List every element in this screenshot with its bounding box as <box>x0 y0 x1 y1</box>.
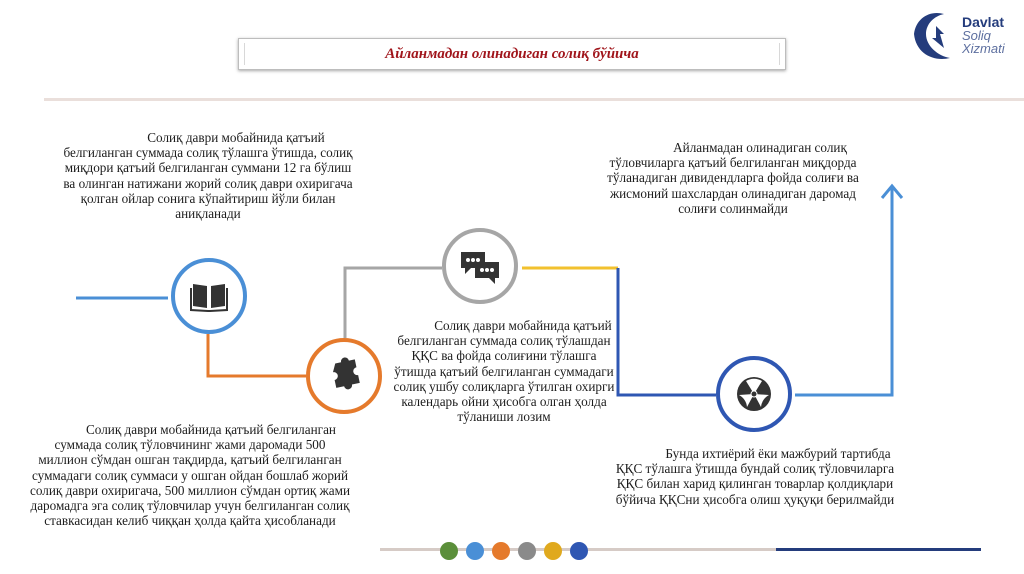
footer-dot <box>440 542 458 560</box>
radiation-icon <box>736 376 772 412</box>
footer-dot <box>466 542 484 560</box>
text-bottom-left: Солиқ даври мобайнида қатъий белгиланган суммада солиқ тўловчининг жами даромади 500 миллион сўмдан ошган тақдирда, қатъий белгиланган суммадаги солиқ суммаси у ошган ойдан бошлаб жорий солиқ даври охиригача, 500 миллион сўмдан ортиқ жами даромадга эга солиқ тўловчилар учун белгиланган солиқ ставкасидан келиб чиққан ҳолда қайта ҳисобланади <box>30 422 350 529</box>
step-circle-puzzle <box>306 338 382 414</box>
text-top-left: Солиқ даври мобайнида қатъий белгиланган суммада солиқ тўлашга ўтишда, солиқ миқдори қатъий белгиланган суммани 12 га бўлиш ва олинган натижани жорий солиқ даври охиригача қолган ойлар сонига кўпайтириш йўли билан аниқланади <box>63 130 353 222</box>
logo-line-1: Davlat <box>962 14 1005 30</box>
text-top-right: Айланмадан олинадиган солиқ тўловчиларга қатъий белгиланган миқдорда тўланадиган дивидендларга фойда солиғи ва жисмоний шахслардан олинадиган даромад солиғи солинмайди <box>607 140 859 216</box>
footer-dots <box>440 542 588 560</box>
footer-rule-accent <box>776 548 981 551</box>
footer-dot <box>570 542 588 560</box>
logo-line-2: Soliq <box>962 28 991 43</box>
step-circle-radiation <box>716 356 792 432</box>
book-icon <box>189 280 229 312</box>
puzzle-icon <box>324 356 364 396</box>
chat-icon <box>459 248 501 284</box>
step-circle-chat <box>442 228 518 304</box>
footer-dot <box>492 542 510 560</box>
flow-line-orange <box>208 334 306 376</box>
flow-line-navy <box>618 268 716 395</box>
text-bottom-right: Бунда ихтиёрий ёки мажбурий тартибда ҚҚС тўлашга ўтишда бундай солиқ тўловчиларга ҚҚС билан харид қилинган товарлар қолдиқлари бўйича ҚҚСни ҳисобга олиш ҳуқуқи берилмайди <box>615 446 895 507</box>
footer-dot <box>544 542 562 560</box>
logo-line-3: Xizmati <box>962 41 1005 56</box>
flow-line-blue-end <box>795 188 892 395</box>
step-circle-book <box>171 258 247 334</box>
text-middle: Солиқ даври мобайнида қатъий белгиланган суммада солиқ тўлашдан ҚҚС ва фойда солиғини тўлашга ўтишда қатъий белгиланган суммадаги солиқ ушбу солиқларга ўтилган охирги календарь ойни ҳисобга олган ҳолда тўланиши лозим <box>393 318 615 425</box>
page-title: Айланмадан олинадиган солиқ бўйича <box>385 45 639 62</box>
footer-dot <box>518 542 536 560</box>
